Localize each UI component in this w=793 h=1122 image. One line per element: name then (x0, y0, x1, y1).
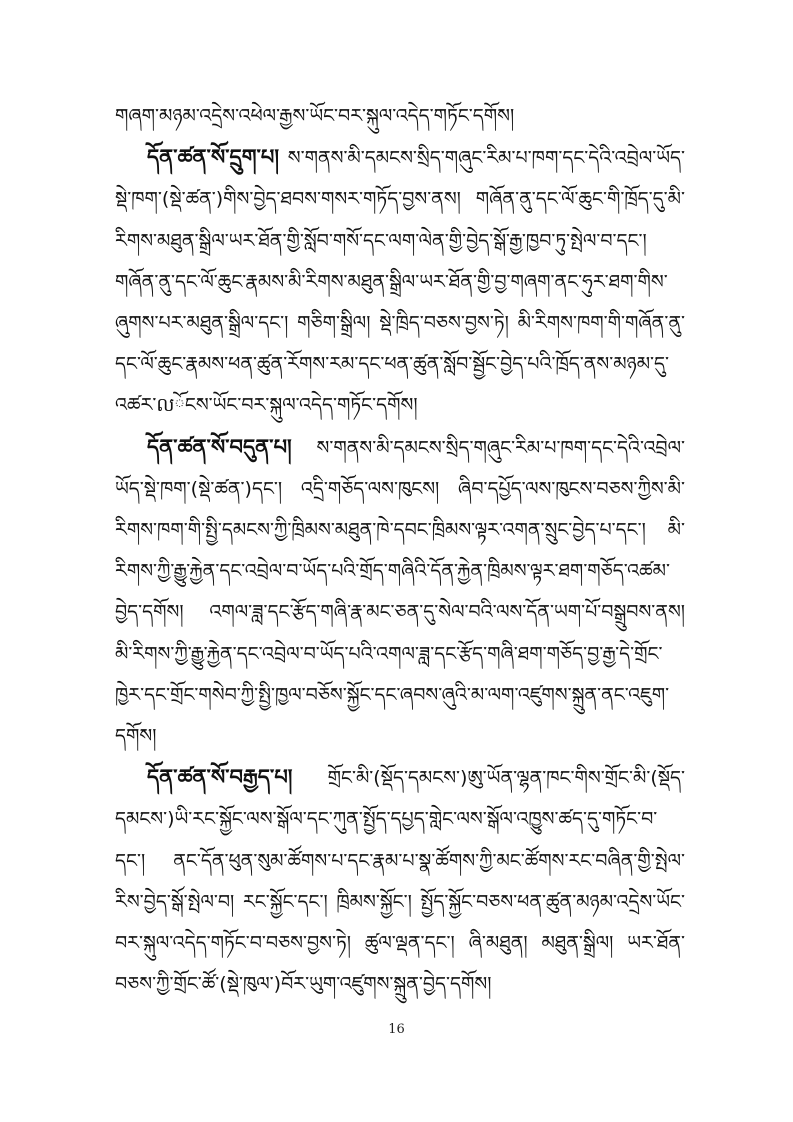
body-text (115, 96, 685, 1005)
page-number: 16 (388, 1022, 405, 1037)
article-heading: དོན་ཚན་སོ་དྲུག་པ། (147, 145, 280, 170)
article-37 (115, 427, 685, 758)
article-36 (115, 137, 685, 426)
paragraph-body: ས་གནས་མི་དམངས་སྲིད་གཞུང་རིམ་པ་ཁག་དང་དེའི་འབྲེལ་ཡོད་སྡེ་ཁག་(སྡེ་ཚན་)གིས་བྱེད་ཐབས་གསར་གཏོད་བྱས་ནས། གཞོན་ནུ་དང་ལོ་ཆུང་གི་ཁྲོད་དུ་མི་རིགས་མཐུན་སྒྲིལ་ཡར་ཐོན་གྱི་སློབ་གསོ་དང་ལག་ལེན་གྱི་བྱེད་སྒོ་རྒྱ་ཁྱབ་ཏུ་སྤེལ་བ་དང་། གཞོན་ནུ་དང་ལོ་ཆུང་རྣམས་མི་རིགས་མཐུན་སྒྲིལ་ཡར་ཐོན་གྱི་བྱ་གཞག་ནང་ཧུར་ཐག་གིས་ཞུགས་པར་མཐུན་སྒྲིལ་དང་། གཅིག་སྒྲིལ། སྡེ་ཁྲིད་བཅས་བྱས་ཏེ། མི་རིགས་ཁག་གི་གཞོན་ནུ་དང་ལོ་ཆུང་རྣམས་ཕན་ཚུན་རོགས་རམ་དང་ཕན་ཚུན་སློབ་སྦྱོང་བྱེད་པའི་ཁྲོད་ནས་མཉམ་དུ་འཚར་លོངས་ཡོང་བར་སྐུལ་འདེད་གཏོང་དགོས། (115, 147, 685, 417)
paragraph-body: ས་གནས་མི་དམངས་སྲིད་གཞུང་རིམ་པ་ཁག་དང་དེའི་འབྲེལ་ཡོད་སྡེ་ཁག་(སྡེ་ཚན་)དང་། འདྲི་གཅོད་ལས་ཁུངས། ཞིབ་དཔྱོད་ལས་ཁུངས་བཅས་ཀྱིས་མི་རིགས་ཁག་གི་སྤྱི་དམངས་ཀྱི་ཁྲིམས་མཐུན་ཁེ་དབང་ཁྲིམས་ལྟར་འགན་སྲུང་བྱེད་པ་དང་། མི་རིགས་ཀྱི་རྒྱུ་རྐྱེན་དང་འབྲེལ་བ་ཡོད་པའི་གྲོད་གཞིའི་དོན་རྐྱེན་ཁྲིམས་ལྟར་ཐག་གཅོད་འཚམ་བྱེད་དགོས། འགལ་ཟླ་དང་རྩོད་གཞི་རྣ་མང་ཅན་དུ་སེལ་བའི་ལས་དོན་ཡག་པོ་བསྒྲུབས་ནས། མི་རིགས་ཀྱི་རྒྱུ་རྐྱེན་དང་འབྲེལ་བ་ཡོད་པའི་འགལ་ཟླ་དང་རྩོད་གཞི་ཐག་གཅོད་བྱ་རྒྱ་དེ་གྲོང་ཁྱེར་དང་གྲོང་གསེབ་ཀྱི་སྤྱི་ཁྱལ་བཅོས་སྐྱོང་དང་ཞབས་ཞུའི་མ་ལག་འཛུགས་སྐྲུན་ནང་འཇུག་དགོས། (115, 436, 685, 748)
article-heading: དོན་ཚན་སོ་བདུན་པ། (147, 434, 292, 459)
article-heading: དོན་ཚན་སོ་བརྒྱད་པ། (147, 765, 293, 790)
paragraph-body: གྲོང་མི་(སྡོད་དམངས་)ཨུ་ཡོན་ལྷན་ཁང་གིས་གྲོང་མི་(སྡོད་དམངས་)ཡི་རང་སྐྱོང་ལས་སྒོལ་དང་ཀུན་སྤྱོད་དཔྱད་གླེང་ལས་སྒོལ་འཁྱུས་ཚད་དུ་གཏོང་བ་དང་། ནང་དོན་ཕུན་སུམ་ཚོགས་པ་དང་རྣམ་པ་སྣ་ཚོགས་ཀྱི་མང་ཚོགས་རང་བཞིན་གྱི་སྤེལ་རིས་བྱེད་སྒོ་སྤེལ་བ། རང་སྐྱོང་དང་། ཁྲིམས་སྐྱོང་། སྤྱོད་སྐྱོང་བཅས་ཕན་ཚུན་མཉམ་འདྲེས་ཡོང་བར་སྐུལ་འདེད་གཏོང་བ་བཅས་བྱས་ཏེ། ཚུལ་ལྡན་དང་། ཞི་མཐུན། མཐུན་སྒྲིལ། ཡར་ཐོན་བཅས་ཀྱི་གྲོང་ཚོ་(སྡེ་ཁུལ་)བོར་ཡུག་འཛུགས་སྐྲུན་བྱེད་དགོས། (115, 767, 685, 996)
paragraph-body: གཞག་མཉམ་འདྲེས་འཕེལ་རྒྱས་ཡོང་བར་སྐུལ་འདེད་གཏོང་དགོས། (115, 105, 515, 127)
paragraph-continuation (115, 96, 685, 137)
article-38 (115, 757, 685, 1005)
